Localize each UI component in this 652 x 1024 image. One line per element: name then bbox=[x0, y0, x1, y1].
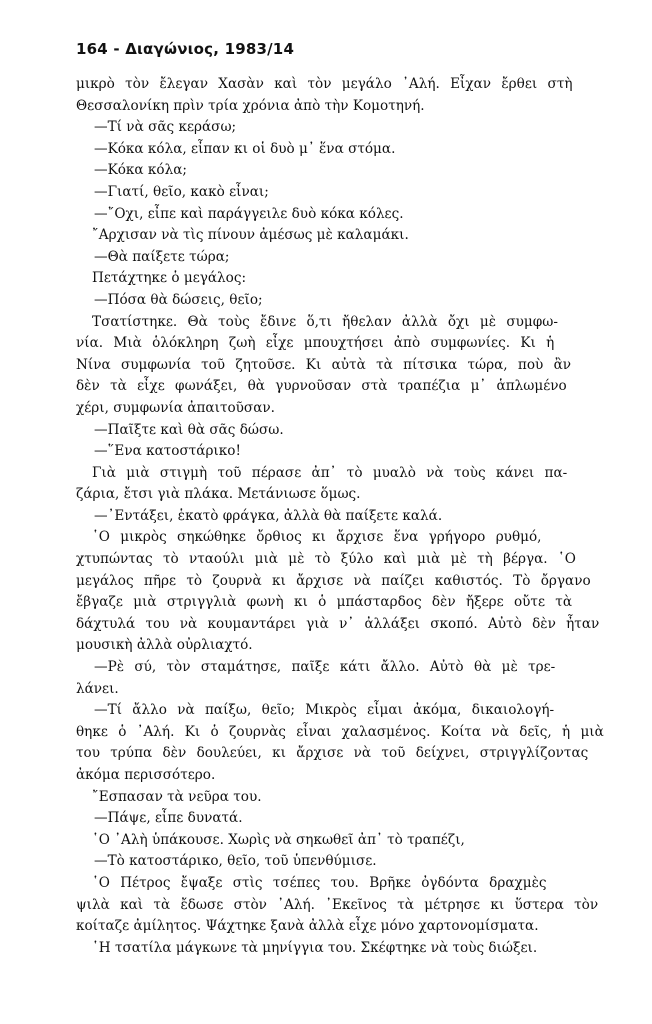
text-line: —Θὰ παίξετε τώρα; bbox=[94, 248, 230, 265]
text-line: —Κόκα κόλα; bbox=[94, 162, 187, 179]
book-page bbox=[76, 38, 606, 959]
text-line: Θεσσαλονίκη πρὶν τρία χρόνια ἀπὸ τὴν Κομοτηνή. bbox=[76, 97, 425, 114]
text-line: δὲν τὰ εἶχε φωνάξει, θὰ γυρνοῦσαν στὰ τραπέζια μ᾿ ἁπλωμένο bbox=[76, 378, 567, 395]
text-line: κοίταζε ἀμίλητος. Ψάχτηκε ξανὰ ἀλλὰ εἶχε μόνο χαρτονομίσματα. bbox=[76, 918, 539, 935]
text-line: ῎Εσπασαν τὰ νεῦρα του. bbox=[92, 788, 262, 805]
text-line: —Τί ἄλλο νὰ παίξω, θεῖο; Μικρὸς εἶμαι ἀκόμα, δικαιολογή- bbox=[94, 702, 555, 719]
text-line: ῾Ο ᾿Αλὴ ὑπάκουσε. Χωρὶς νὰ σηκωθεῖ ἀπ᾿ τὸ τραπέζι, bbox=[92, 831, 465, 848]
text-line: —Πάψε, εἶπε δυνατά. bbox=[94, 810, 243, 827]
text-line: ῾Ο Πέτρος ἔψαξε στὶς τσέπες του. Βρῆκε ὀγδόντα δραχμὲς bbox=[92, 874, 547, 891]
text-line: ζάρια, ἔτσι γιὰ πλάκα. Μετάνιωσε ὅμως. bbox=[76, 486, 361, 503]
text-line: —῎Οχι, εἶπε καὶ παράγγειλε δυὸ κόκα κόλες. bbox=[94, 205, 404, 222]
text-line: —Ρὲ σύ, τὸν σταμάτησε, παῖξε κάτι ἄλλο. Αὐτὸ θὰ μὲ τρε- bbox=[94, 659, 556, 676]
text-line: λάνει. bbox=[76, 680, 119, 697]
running-header bbox=[76, 38, 606, 60]
text-line: Νίνα συμφωνία τοῦ ζητοῦσε. Κι αὐτὰ τὰ πίτσικα τώρα, ποὺ ἂν bbox=[76, 356, 572, 373]
body-text bbox=[76, 74, 606, 959]
text-line: χτυπώντας τὸ νταούλι μιὰ μὲ τὸ ξύλο καὶ μιὰ μὲ τὴ βέργα. ῾Ο bbox=[76, 551, 576, 568]
text-line: μεγάλος πῆρε τὸ ζουρνὰ κι ἄρχισε νὰ παίζει καθιστός. Τὸ ὄργανο bbox=[76, 572, 591, 589]
text-line: μικρὸ τὸν ἔλεγαν Χασὰν καὶ τὸν μεγάλο ᾿Αλή. Εἶχαν ἔρθει στὴ bbox=[76, 76, 573, 92]
page-number: 164 bbox=[76, 40, 108, 58]
text-line: δάχτυλά του νὰ κουμαντάρει γιὰ ν᾿ ἀλλάξει σκοπό. Αὐτὸ δὲν ἦταν bbox=[76, 615, 600, 632]
text-line: Τσατίστηκε. Θὰ τοὺς ἔδινε ὅ,τι ἤθελαν ἀλλὰ ὄχι μὲ συμφω- bbox=[92, 313, 558, 330]
text-line: —῞Ενα κατοστάρικο! bbox=[94, 443, 241, 460]
text-line: —᾿Εντάξει, ἑκατὸ φράγκα, ἀλλὰ θὰ παίξετε καλά. bbox=[94, 507, 443, 524]
text-line: —Παῖξτε καὶ θὰ σᾶς δώσω. bbox=[94, 421, 284, 438]
text-line: Γιὰ μιὰ στιγμὴ τοῦ πέρασε ἀπ᾿ τὸ μυαλὸ νὰ τοὺς κάνει πα- bbox=[92, 464, 568, 481]
text-line: ψιλὰ καὶ τὰ ἔδωσε στὸν ᾿Αλή. ᾿Εκεῖνος τὰ μέτρησε κι ὕστερα τὸν bbox=[76, 896, 599, 913]
text-line: ῾Η τσατίλα μάγκωνε τὰ μηνίγγια του. Σκέφτηκε νὰ τοὺς διώξει. bbox=[92, 939, 538, 956]
text-line: χέρι, συμφωνία ἀπαιτοῦσαν. bbox=[76, 399, 275, 416]
text-line: ἔβγαζε μιὰ στριγγλιὰ φωνὴ κι ὁ μπάσταρδος δὲν ἤξερε οὔτε τὰ bbox=[76, 594, 573, 611]
text-line: —Τὸ κατοστάρικο, θεῖο, τοῦ ὑπενθύμισε. bbox=[94, 853, 377, 870]
text-line: ῾Ο μικρὸς σηκώθηκε ὄρθιος κι ἄρχισε ἕνα γρήγορο ρυθμό, bbox=[92, 529, 542, 546]
text-line: Πετάχτηκε ὁ μεγάλος: bbox=[92, 270, 247, 287]
text-line: —Πόσα θὰ δώσεις, θεῖο; bbox=[94, 291, 263, 308]
text-line: —Κόκα κόλα, εἶπαν κι οἱ δυὸ μ᾿ ἕνα στόμα. bbox=[94, 140, 396, 157]
text-line: ῎Αρχισαν νὰ τὶς πίνουν ἀμέσως μὲ καλαμάκι. bbox=[92, 227, 409, 244]
text-line: νία. Μιὰ ὁλόκληρη ζωὴ εἶχε μπουχτήσει ἀπὸ συμφωνίες. Κι ἡ bbox=[76, 335, 555, 352]
text-line: —Τί νὰ σᾶς κεράσω; bbox=[94, 119, 237, 136]
text-line: θηκε ὁ ᾿Αλή. Κι ὁ ζουρνὰς εἶναι χαλασμένος. Κοίτα νὰ δεῖς, ἡ μιὰ bbox=[76, 723, 604, 740]
text-line: του τρύπα δὲν δουλεύει, κι ἄρχισε νὰ τοῦ δείχνει, στριγγλίζοντας bbox=[76, 745, 589, 762]
running-title: - Διαγώνιος, 1983/14 bbox=[107, 40, 295, 58]
text-line: μουσικὴ ἀλλὰ οὐρλιαχτό. bbox=[76, 637, 253, 654]
text-line: —Γιατί, θεῖο, κακὸ εἶναι; bbox=[94, 183, 269, 200]
text-line: ἀκόμα περισσότερο. bbox=[76, 767, 216, 783]
